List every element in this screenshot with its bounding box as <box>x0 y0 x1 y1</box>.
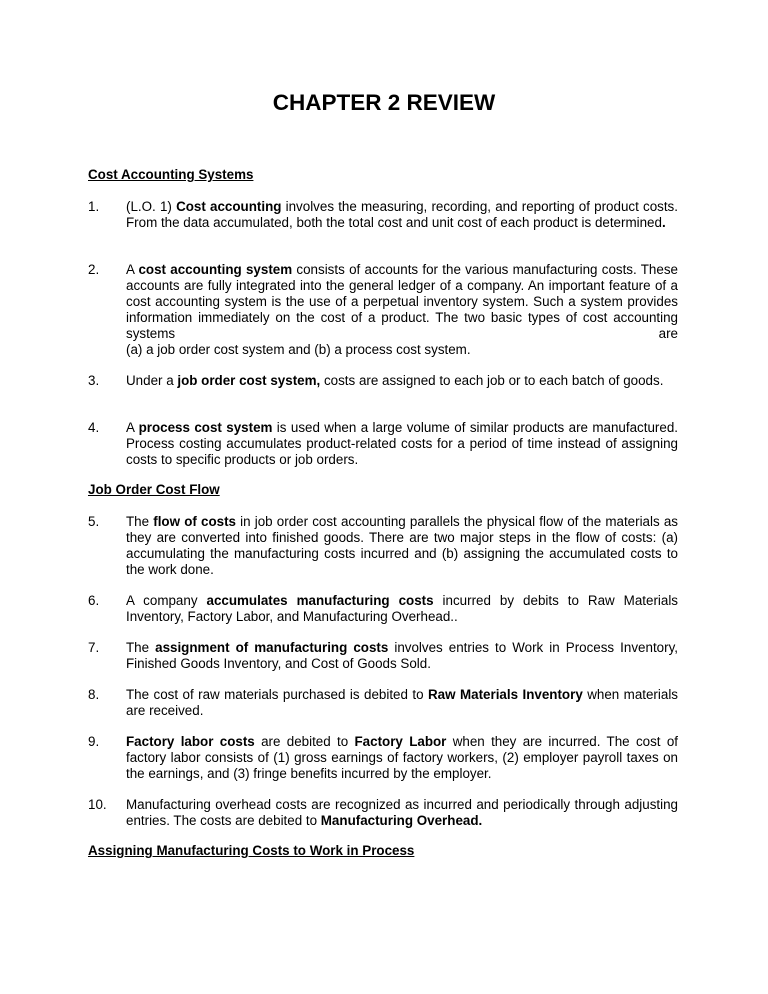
item-number: 8. <box>88 687 100 702</box>
item-text: Under a job order cost system, costs are assigned to each job or to each batch of goods. <box>126 373 664 388</box>
section-heading-assigning-manufacturing-costs: Assigning Manufacturing Costs to Work in Process <box>88 843 415 858</box>
section-heading-job-order-cost-flow: Job Order Cost Flow <box>88 482 220 497</box>
item-number: 7. <box>88 640 100 655</box>
item-text: Factory labor costs are debited to Factory Labor when they are incurred. The cost of factory labor consists of (1) gross earnings of factory workers, (2) employer payroll taxes on the earnings, and (3) fringe benefits incurred by the employer. <box>126 734 679 781</box>
item-number: 1. <box>88 199 100 214</box>
item-text: Manufacturing overhead costs are recognized as incurred and periodically through adjusting entries. The costs are debited to Manufacturing Overhead. <box>126 797 678 828</box>
item-text: A cost accounting system consists of accounts for the various manufacturing costs. These accounts are fully integrated into the general ledger of a company. An important feature of a cost accounting system is the use of a perpetual inventory system. Such a system provides information immediately on the cost of a product. The two basic types of cost accounting systems are (a) a job order cost system and (b) a process cost system. <box>126 262 678 357</box>
item-number: 3. <box>88 373 100 388</box>
item-number: 10. <box>88 797 107 812</box>
item-text: (L.O. 1) Cost accounting involves the measuring, recording, and reporting of product costs. From the data accumulated, both the total cost and unit cost of each product is determined. <box>126 199 678 230</box>
item-text: A company accumulates manufacturing costs incurred by debits to Raw Materials Inventory, Factory Labor, and Manufacturing Overhead.. <box>126 593 679 624</box>
item-number: 9. <box>88 734 100 749</box>
item-text: The assignment of manufacturing costs involves entries to Work in Process Inventory, Finished Goods Inventory, and Cost of Goods Sold. <box>126 640 678 671</box>
item-number: 6. <box>88 593 100 608</box>
section-heading-cost-accounting-systems: Cost Accounting Systems <box>88 167 254 182</box>
item-number: 4. <box>88 420 100 435</box>
item-text: A process cost system is used when a large volume of similar products are manufactured. Process costing accumulates product-related costs for a period of time instead of assigning costs to specific products or job orders. <box>126 420 678 467</box>
item-text: The cost of raw materials purchased is debited to Raw Materials Inventory when materials are received. <box>126 687 678 718</box>
item-number: 5. <box>88 514 100 529</box>
page-title: CHAPTER 2 REVIEW <box>272 90 496 115</box>
item-number: 2. <box>88 262 100 277</box>
item-text: The flow of costs in job order cost accounting parallels the physical flow of the materials as they are converted into finished goods. There are two major steps in the flow of costs: (a) accumulating the manufacturing costs incurred and (b) assigning the accumulated costs to the work done. <box>126 514 678 577</box>
